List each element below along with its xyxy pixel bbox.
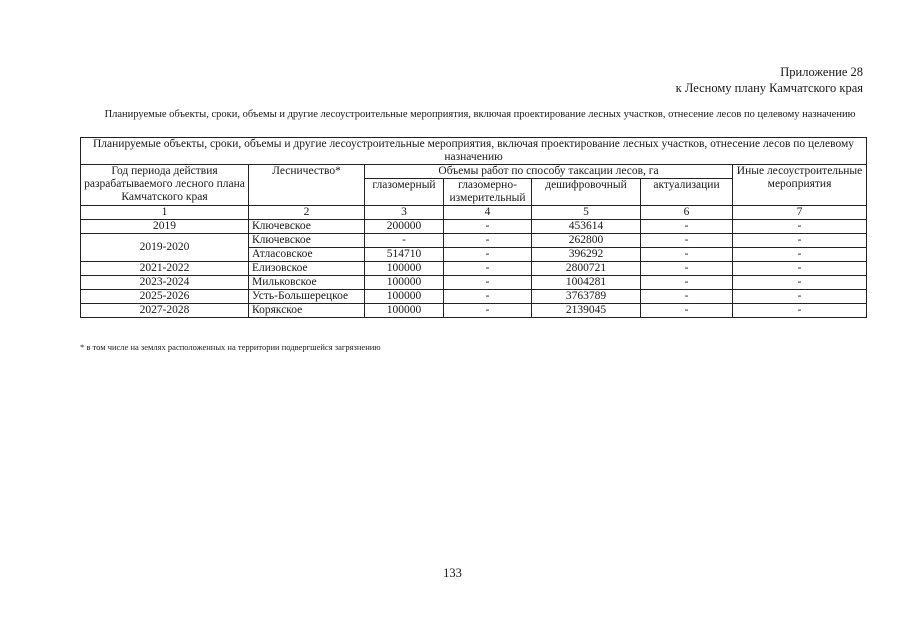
appendix-heading bbox=[676, 64, 863, 96]
cell-ocular-measuring: - bbox=[444, 276, 532, 290]
cell-forestry: Корякское bbox=[249, 304, 365, 318]
table-row bbox=[81, 290, 867, 304]
column-number: 2 bbox=[249, 206, 365, 220]
cell-ocular: 100000 bbox=[365, 290, 444, 304]
cell-year: 2019-2020 bbox=[81, 234, 249, 262]
cell-forestry: Атласовское bbox=[249, 248, 365, 262]
cell-ocular: 200000 bbox=[365, 220, 444, 234]
page-number: 133 bbox=[443, 566, 462, 580]
cell-decoding: 396292 bbox=[532, 248, 641, 262]
cell-ocular: - bbox=[365, 234, 444, 248]
cell-updating: - bbox=[641, 234, 733, 248]
column-number: 5 bbox=[532, 206, 641, 220]
header-decoding: дешифровочный bbox=[532, 179, 641, 206]
table-title-row bbox=[81, 138, 867, 165]
cell-year: 2027-2028 bbox=[81, 304, 249, 318]
column-number: 3 bbox=[365, 206, 444, 220]
cell-ocular-measuring: - bbox=[444, 234, 532, 248]
header-forestry: Лесничество* bbox=[249, 165, 365, 206]
table-row bbox=[81, 304, 867, 318]
column-number: 4 bbox=[444, 206, 532, 220]
column-number: 1 bbox=[81, 206, 249, 220]
footnote: * в том числе на землях расположенных на территории подвергшейся загрязнению bbox=[80, 342, 381, 352]
cell-other: - bbox=[733, 262, 867, 276]
cell-ocular-measuring: - bbox=[444, 220, 532, 234]
cell-other: - bbox=[733, 220, 867, 234]
cell-decoding: 3763789 bbox=[532, 290, 641, 304]
cell-year: 2021-2022 bbox=[81, 262, 249, 276]
table-row bbox=[81, 234, 867, 248]
cell-updating: - bbox=[641, 220, 733, 234]
appendix-reference: к Лесному плану Камчатского края bbox=[675, 81, 863, 95]
cell-ocular-measuring: - bbox=[444, 262, 532, 276]
cell-forestry: Ключевское bbox=[249, 234, 365, 248]
cell-updating: - bbox=[641, 276, 733, 290]
cell-year: 2025-2026 bbox=[81, 290, 249, 304]
cell-decoding: 2800721 bbox=[532, 262, 641, 276]
cell-decoding: 2139045 bbox=[532, 304, 641, 318]
cell-forestry: Ключевское bbox=[249, 220, 365, 234]
table-title: Планируемые объекты, сроки, объемы и другие лесоустроительные мероприятия, включая проектирование лесных участков, отнесение лесов по целевому назначению bbox=[81, 138, 867, 165]
cell-updating: - bbox=[641, 262, 733, 276]
cell-year: 2019 bbox=[81, 220, 249, 234]
cell-updating: - bbox=[641, 304, 733, 318]
cell-ocular: 514710 bbox=[365, 248, 444, 262]
header-updating: актуализации bbox=[641, 179, 733, 206]
appendix-number: Приложение 28 bbox=[780, 65, 863, 79]
cell-ocular-measuring: - bbox=[444, 304, 532, 318]
cell-decoding: 1004281 bbox=[532, 276, 641, 290]
table-row bbox=[81, 220, 867, 234]
header-year: Год периода действия разрабатываемого лесного плана Камчатского края bbox=[81, 165, 249, 206]
cell-ocular: 100000 bbox=[365, 262, 444, 276]
header-ocular: глазомерный bbox=[365, 179, 444, 206]
cell-other: - bbox=[733, 290, 867, 304]
cell-ocular-measuring: - bbox=[444, 290, 532, 304]
cell-other: - bbox=[733, 248, 867, 262]
cell-updating: - bbox=[641, 290, 733, 304]
cell-other: - bbox=[733, 276, 867, 290]
column-number: 6 bbox=[641, 206, 733, 220]
cell-updating: - bbox=[641, 248, 733, 262]
cell-forestry: Усть-Большерецкое bbox=[249, 290, 365, 304]
header-row-1 bbox=[81, 165, 867, 179]
cell-decoding: 453614 bbox=[532, 220, 641, 234]
forest-management-table bbox=[80, 137, 867, 318]
header-volumes: Объемы работ по способу таксации лесов, га bbox=[365, 165, 733, 179]
cell-decoding: 262800 bbox=[532, 234, 641, 248]
table-row bbox=[81, 262, 867, 276]
cell-other: - bbox=[733, 304, 867, 318]
cell-ocular: 100000 bbox=[365, 304, 444, 318]
table-row bbox=[81, 276, 867, 290]
cell-forestry: Елизовское bbox=[249, 262, 365, 276]
header-other-activities: Иные лесоустроительные мероприятия bbox=[733, 165, 867, 206]
cell-other: - bbox=[733, 234, 867, 248]
cell-ocular: 100000 bbox=[365, 276, 444, 290]
document-caption: Планируемые объекты, сроки, объемы и другие лесоустроительные мероприятия, включая проектирование лесных участков, отнесение лесов по целевому назначению bbox=[104, 109, 856, 120]
cell-year: 2023-2024 bbox=[81, 276, 249, 290]
cell-forestry: Мильковское bbox=[249, 276, 365, 290]
cell-ocular-measuring: - bbox=[444, 248, 532, 262]
column-number-row bbox=[81, 206, 867, 220]
column-number: 7 bbox=[733, 206, 867, 220]
header-ocular-measuring: глазомерно-измерительный bbox=[444, 179, 532, 206]
